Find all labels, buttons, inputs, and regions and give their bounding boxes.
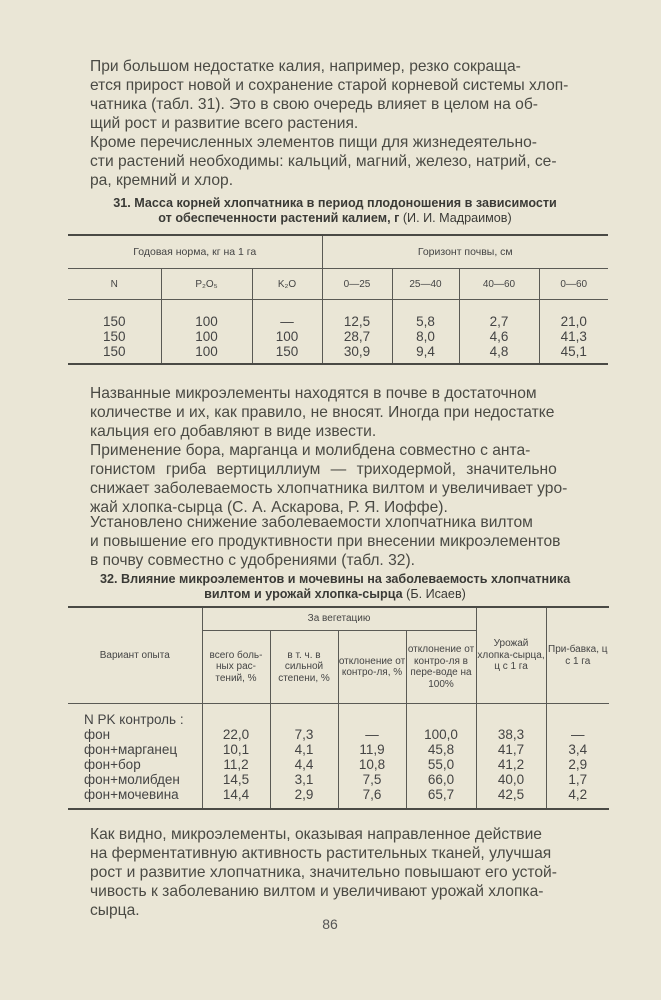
cell-0-60: 21,0 41,3 45,1 [539, 300, 608, 365]
table31-caption [100, 196, 570, 226]
text-line: гонистом гриба вертициллиум — триходермой, значительно [90, 461, 557, 478]
col-p2o5: P₂O₅ [161, 269, 252, 300]
header-annual-norm: Годовая норма, кг на 1 га [68, 235, 322, 269]
text-line: сти растений необходимы: кальций, магний, железо, натрий, се- [90, 153, 557, 170]
cell-increase: — 3,4 2,9 1,7 4,2 [546, 704, 609, 810]
col-variant: Вариант опыта [68, 607, 202, 704]
cell-p2o5: 100 100 100 [161, 300, 252, 365]
paragraph-potassium [68, 57, 608, 133]
cell-total-sick: 22,0 10,1 11,2 14,5 14,4 [202, 704, 270, 810]
text-line: ется прирост новой и сохранение старой корневой системы хлоп- [90, 77, 569, 94]
table-row [68, 704, 609, 810]
text-line: чатника (табл. 31). Это в свою очередь влияет в целом на об- [90, 96, 538, 113]
col-severe: в т. ч. в сильной степени, % [270, 631, 338, 704]
text-line: на ферментативную активность растительных тканей, улучшая [90, 845, 552, 862]
table31-caption-line2: от обеспеченности растений калием, г (И. И. Мадраимов) [158, 211, 512, 225]
cell-40-60: 2,7 4,6 4,8 [459, 300, 539, 365]
paragraph-microelements [68, 384, 608, 441]
col-deviation-recalc: отклонение от контро-ля в пере-воде на 100% [406, 631, 476, 704]
col-k2o: K₂O [252, 269, 322, 300]
cell-deviation: — 11,9 10,8 7,5 7,6 [338, 704, 406, 810]
col-0-25: 0—25 [322, 269, 392, 300]
text-line: чивость к заболеванию вилтом и увеличивают урожай хлопка- [90, 883, 544, 900]
text-line: количестве и их, как правило, не вносят. Иногда при недостатке [90, 404, 555, 421]
text-line: Применение бора, марганца и молибдена совместно с анта- [90, 442, 531, 459]
text-line: Названные микроэлементы находятся в почве в достаточном [90, 385, 537, 402]
paragraph-established [68, 513, 608, 570]
cell-yield: 38,3 41,7 41,2 40,0 42,5 [476, 704, 546, 810]
paragraph-boron [68, 441, 608, 517]
text-line: в почву совместно с удобрениями (табл. 32). [90, 552, 415, 569]
table-row [68, 300, 608, 365]
col-increase: При-бавка, ц с 1 га [546, 607, 609, 704]
text-line: жай хлопка-сырца (С. А. Аскарова, Р. Я. Иоффе). [90, 499, 448, 516]
cell-variant: N PK контроль : фон фон+марганец фон+бор фон+молибден фон+мочевина [68, 704, 202, 810]
col-25-40: 25—40 [392, 269, 459, 300]
col-40-60: 40—60 [459, 269, 539, 300]
table32-caption-line1: 32. Влияние микроэлементов и мочевины на заболеваемость хлопчатника [100, 572, 571, 586]
col-total-sick: всего боль-ных рас-тений, % [202, 631, 270, 704]
cell-severe: 7,3 4,1 4,4 3,1 2,9 [270, 704, 338, 810]
page-number: 86 [322, 916, 338, 932]
cell-25-40: 5,8 8,0 9,4 [392, 300, 459, 365]
text-line: При большом недостатке калия, например, резко сокраща- [90, 58, 521, 75]
text-line: Как видно, микроэлементы, оказывая направленное действие [90, 826, 542, 843]
text-line: Кроме перечисленных элементов пищи для жизнедеятельно- [90, 134, 537, 151]
table32-caption-line2: вилтом и урожай хлопка-сырца (Б. Исаев) [204, 587, 466, 601]
text-line: кальция его добавляют в виде извести. [90, 423, 377, 440]
text-line: сырца. [90, 902, 140, 919]
text-line: рост и развитие хлопчатника, значительно повышают его устой- [90, 864, 557, 881]
table31-caption-line1: 31. Масса корней хлопчатника в период плодоношения в зависимости [113, 196, 557, 210]
text-line: снижает заболеваемость хлопчатника вилтом и увеличивает уро- [90, 480, 568, 497]
cell-n: 150 150 150 [68, 300, 161, 365]
cell-k2o: — 100 150 [252, 300, 322, 365]
header-soil-horizon: Горизонт почвы, см [322, 235, 608, 269]
paragraph-elements [68, 133, 608, 190]
text-line: ра, кремний и хлор. [90, 172, 234, 189]
col-0-60: 0—60 [539, 269, 608, 300]
cell-0-25: 12,5 28,7 30,9 [322, 300, 392, 365]
col-yield: Урожай хлопка-сырца, ц с 1 га [476, 607, 546, 704]
header-vegetation: За вегетацию [202, 607, 476, 631]
paragraph-conclusion [68, 825, 608, 920]
table31 [68, 234, 608, 365]
text-line: Установлено снижение заболеваемости хлопчатника вилтом [90, 514, 533, 531]
text-line: и повышение его продуктивности при внесении микроэлементов [90, 533, 561, 550]
col-n: N [68, 269, 161, 300]
table32 [68, 606, 609, 810]
table32-caption [100, 572, 570, 602]
text-line: щий рост и развитие всего растения. [90, 115, 359, 132]
col-deviation: отклонение от контро-ля, % [338, 631, 406, 704]
cell-deviation-recalc: 100,0 45,8 55,0 66,0 65,7 [406, 704, 476, 810]
